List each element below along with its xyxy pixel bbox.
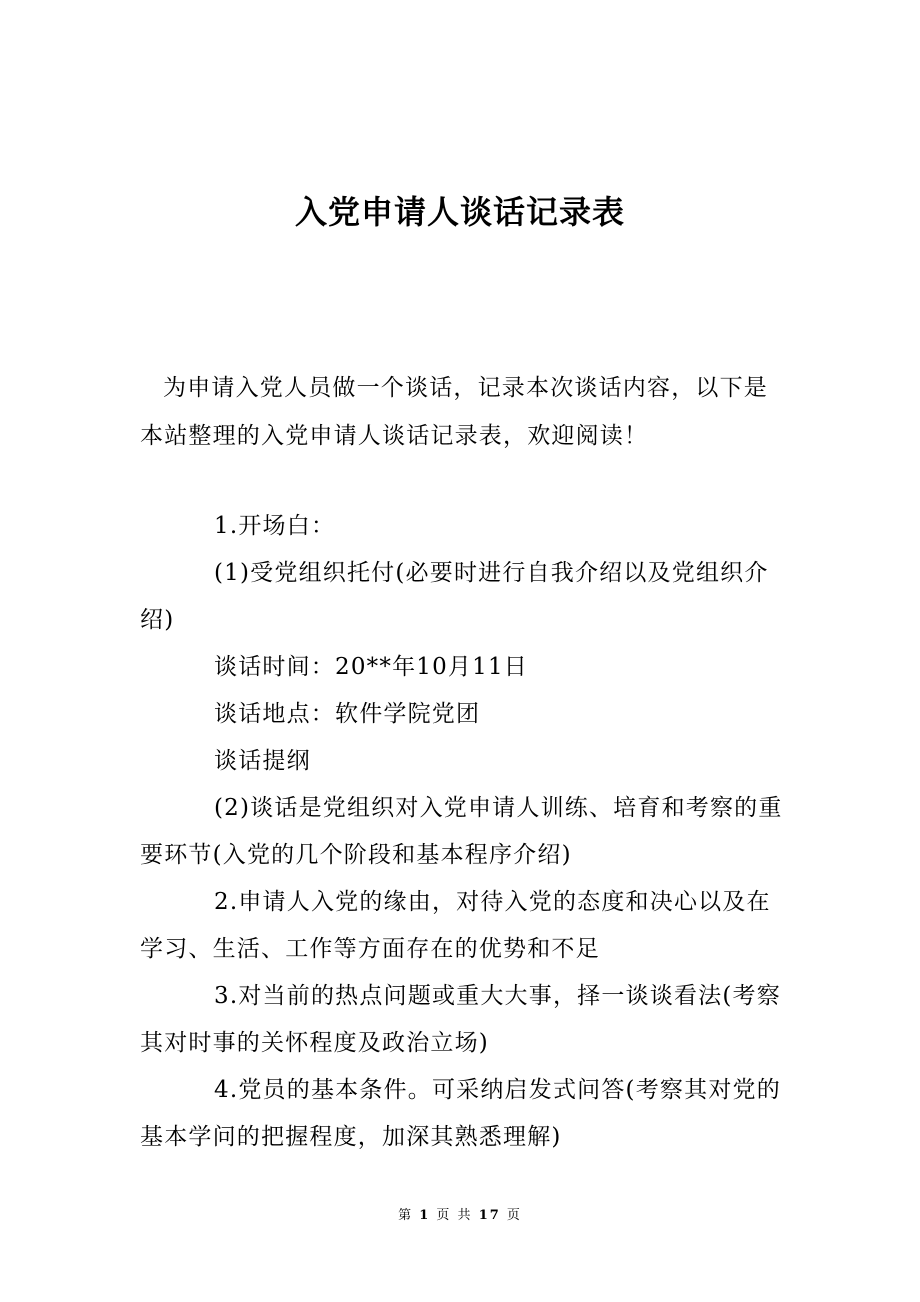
intro-paragraph: 为申请入党人员做一个谈话，记录本次谈话内容，以下是本站整理的入党申请人谈话记录表，欢迎阅读！ [140, 375, 768, 449]
page-footer [0, 1206, 920, 1226]
paragraph-current-events: 3.对当前的热点问题或重大大事，择一谈谈看法(考察其对时事的关怀程度及政治立场) [140, 983, 781, 1056]
paragraph-talk-outline: 谈话提纲 [214, 748, 311, 774]
paragraph-talk-location: 谈话地点：软件学院党团 [214, 701, 481, 727]
paragraph-member-conditions: 4.党员的基本条件。可采纳启发式问答(考察其对党的基本学问的把握程度，加深其熟悉理解) [140, 1077, 781, 1150]
page-title: 入党申请人谈话记录表 [294, 193, 625, 231]
paragraph-talk-importance: (2)谈话是党组织对入党申请人训练、培育和考察的重要环节(入党的几个阶段和基本程序介绍) [140, 795, 783, 868]
paragraph-applicant-reason: 2.申请人入党的缘由，对待入党的态度和决心以及在学习、生活、工作等方面存在的优势和不足 [140, 889, 771, 962]
footer-total-pages: 17 [478, 1208, 501, 1223]
paragraph-entrusted: (1)受党组织托付(必要时进行自我介绍以及党组织介绍) [140, 560, 769, 633]
document-body [140, 503, 785, 1161]
footer-current-page: 1 [419, 1208, 431, 1223]
footer-middle: 页 共 [436, 1208, 473, 1223]
paragraph-talk-time: 谈话时间：20**年10月11日 [214, 654, 528, 680]
footer-prefix: 第 [398, 1208, 414, 1223]
footer-suffix: 页 [506, 1208, 522, 1223]
paragraph-opening: 1.开场白： [214, 513, 336, 539]
